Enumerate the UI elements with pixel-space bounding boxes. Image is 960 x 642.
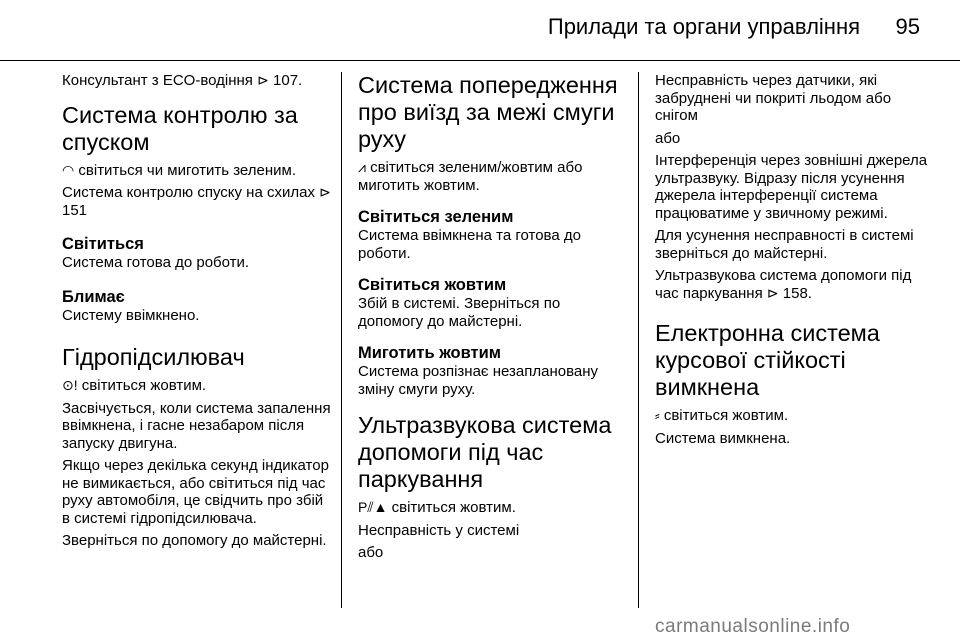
subheading-lit: Світиться	[62, 235, 144, 253]
parking-assist-paragraph: або	[358, 544, 384, 561]
page-ref-arrow-icon: ⊳	[257, 72, 269, 88]
lit-green-text: Система ввімкнена та готова до роботи.	[358, 227, 581, 262]
page-ref[interactable]: 107.	[273, 72, 303, 89]
subheading-lit-yellow: Світиться жовтим	[358, 276, 507, 294]
column-divider-2	[638, 72, 639, 608]
parking-assist-paragraph: Інтерференція через зовнішні джерела ультразвуку. Відразу після усунення джерела інтерференції система працюватиме у звичному режимі.	[655, 152, 928, 222]
section-title-power-steering: Гідропідсилювач	[62, 344, 245, 370]
column-middle	[358, 72, 628, 567]
page-ref[interactable]: 158.	[782, 284, 812, 302]
column-divider-1	[341, 72, 342, 608]
descent-control-icon: ◠	[62, 161, 75, 178]
flashing-yellow-text: Система розпізнає незаплановану зміну смуги руху.	[358, 363, 599, 398]
power-steering-paragraph: Зверніться по допомогу до майстерні.	[62, 532, 327, 549]
descent-control-status: ◠ світиться чи миготить зеленим.	[62, 161, 297, 179]
lane-departure-icon: ⩘	[358, 159, 366, 175]
section-title-parking-assist: Ультразвукова система допомоги під час паркування	[358, 412, 612, 492]
section-title-descent-control: Система контролю за спуском	[62, 101, 298, 155]
flashing-text: Систему ввімкнено.	[62, 306, 200, 324]
esc-off-icon: ⸗	[655, 407, 660, 423]
subheading-lit-green: Світиться зеленим	[358, 208, 514, 226]
power-steering-paragraph: Засвічується, коли система запалення ввімкнена, і гасне незабаром після запуску двигуна.	[62, 399, 331, 452]
watermark-text: carmanualsonline.info	[655, 616, 851, 637]
parking-assist-status: P⫽▲ світиться жовтим.	[358, 499, 516, 516]
subheading-flashing: Блимає	[62, 287, 125, 306]
descent-control-reference: Система контролю спуску на схилах ⊳ 151	[62, 184, 331, 219]
parking-assist-paragraph: Несправність через датчики, які забруднені чи покриті льодом або снігом	[655, 72, 892, 124]
parking-assist-paragraph: або	[655, 129, 681, 147]
column-right	[655, 72, 935, 452]
parking-assist-paragraph: Несправність у системі	[358, 521, 520, 539]
parking-assist-reference: Ультразвукова система допомоги під час паркування ⊳ 158.	[655, 267, 912, 302]
power-steering-icon: ⊙!	[62, 377, 78, 393]
power-steering-status: ⊙! світиться жовтим.	[62, 377, 207, 394]
lane-departure-status: ⩘ світиться зеленим/жовтим або миготить жовтим.	[358, 159, 583, 194]
page-number: 95	[895, 14, 920, 39]
column-left	[62, 72, 334, 555]
esc-off-text: Система вимкнена.	[655, 429, 791, 447]
parking-assist-paragraph: Для усунення несправності в системі зверніться до майстерні.	[655, 227, 914, 262]
section-title-lane-departure: Система попередження про виїзд за межі смуги руху	[358, 72, 618, 152]
page-ref-arrow-icon: ⊳	[766, 284, 779, 301]
subheading-flashing-yellow: Миготить жовтим	[358, 344, 501, 362]
header-rule	[0, 60, 960, 61]
page-ref-arrow-icon: ⊳	[319, 184, 331, 200]
esc-off-status: ⸗ світиться жовтим.	[655, 407, 789, 424]
parking-assist-icon: P⫽▲	[358, 499, 388, 515]
lit-yellow-text: Збій в системі. Зверніться по допомогу до майстерні.	[358, 295, 561, 330]
page-ref[interactable]: 151	[62, 201, 88, 219]
eco-driving-paragraph: Консультант з ECO-водіння ⊳ 107.	[62, 72, 303, 89]
header-title: Прилади та органи управління	[547, 14, 860, 39]
power-steering-paragraph: Якщо через декілька секунд індикатор не вимикається, або світиться під час руху автомобіля, це свідчить про збій в системі гідропідсилювача.	[62, 457, 329, 527]
lit-text: Система готова до роботи.	[62, 254, 250, 271]
section-title-esc-off: Електронна система курсової стійкості вимкнена	[655, 320, 880, 400]
